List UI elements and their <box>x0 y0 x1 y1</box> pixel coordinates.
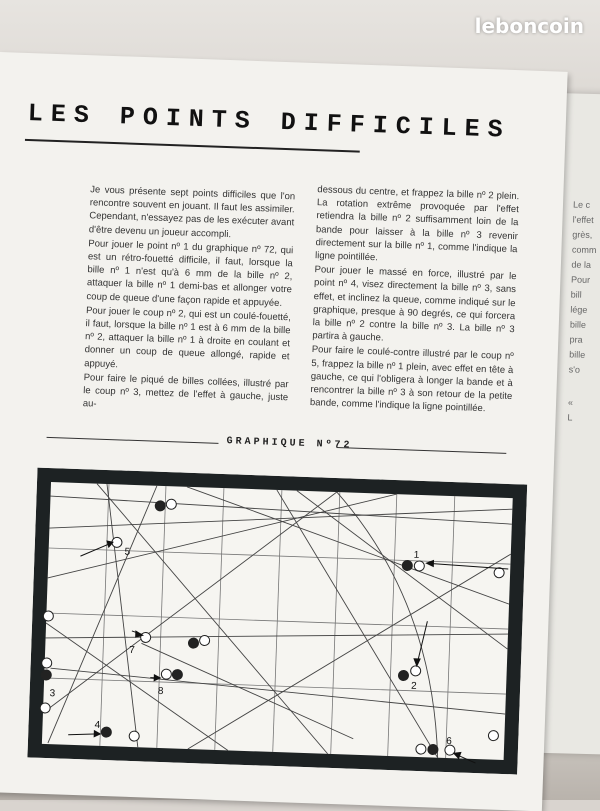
ball <box>42 658 52 668</box>
ball <box>43 611 53 621</box>
facing-page-fragment: de la <box>513 256 600 274</box>
ball <box>410 666 420 676</box>
facing-page-fragment: bill <box>513 286 600 304</box>
ball <box>199 635 209 645</box>
paragraph: Je vous présente sept points difficiles que l'on rencontre souvent en jouant. Il faut les assimiler. Cependant, n'essayez pas de les exécuter avant d'être devenu un joueur accompli. <box>89 183 296 243</box>
facing-page-fragment: pra <box>511 331 600 349</box>
page-title: LES POINTS DIFFICILES <box>27 99 511 145</box>
shot-label-6: 6 <box>446 736 452 747</box>
facing-page-fragment: l'effet <box>514 211 600 229</box>
billiard-diagram <box>27 468 527 780</box>
watermark-logo: leboncoin <box>475 14 584 38</box>
ball <box>161 669 171 679</box>
facing-page-fragment: L <box>509 409 600 427</box>
graph-title: GRAPHIQUE Nº72 <box>226 436 352 451</box>
ball <box>40 703 50 713</box>
title-rule <box>25 139 360 153</box>
facing-page-fragment: Pour <box>513 271 600 289</box>
paragraph: Pour jouer le massé en force, illustré par le point nº 4, visez directement la bille nº 3, sans effet, et inclinez la queue, comme indiqué sur le graphique, presque à 90 degrés, ce qui forcera la bille nº 2 contre la bille nº 3. La bille nº 3 partira à gauche. <box>312 263 517 349</box>
ball <box>428 744 438 754</box>
ball <box>414 561 424 571</box>
book-page <box>0 52 568 811</box>
facing-page-fragment: Le c <box>515 196 600 214</box>
ball <box>166 499 176 509</box>
facing-page-fragment: bille <box>512 316 600 334</box>
facing-page-fragment: lége <box>512 301 600 319</box>
shot-label-3: 3 <box>49 688 55 699</box>
paragraph: Pour faire le coulé-contre illustré par le coup nº 5, frappez la bille nº 1 plein, avec effet en tête à gauche, ce qui l'obligera à longer la bande et à rencontrer la bille nº 3 à son retour de la petite bande, comme l'indique la ligne pointillée. <box>310 344 514 417</box>
text-column-left <box>83 183 296 418</box>
graph-title-rule-right <box>336 447 506 454</box>
graph-title-rule-left <box>47 437 219 444</box>
ball <box>398 670 408 680</box>
ball <box>41 670 51 680</box>
billiard-table <box>27 468 527 775</box>
paragraph: Pour jouer le coup nº 2, qui est un coulé-fouetté, il faut, lorsque la bille nº 1 est à 6 mm de la bille nº 2, attaquer la bille nº 1 à droite en coulant et donner un coup de queue allongé, rapide et appuyé. <box>84 304 291 377</box>
ball <box>188 638 198 648</box>
facing-page-fragment: bille <box>511 346 600 364</box>
facing-page-fragment: « <box>510 394 600 412</box>
facing-page-fragment: grès, <box>514 226 600 244</box>
shot-label-5: 5 <box>124 547 130 558</box>
facing-page-fragment: s'o <box>511 361 600 379</box>
ball <box>129 731 139 741</box>
shot-label-8: 8 <box>158 686 164 697</box>
ball <box>155 501 165 511</box>
ball <box>402 560 412 570</box>
shot-label-7: 7 <box>129 645 135 656</box>
ball <box>488 730 498 740</box>
ball <box>172 669 182 679</box>
ball <box>416 744 426 754</box>
paragraph: dessous du centre, et frappez la bille nº 2 plein. La rotation extrême provoquée par l'effet retiendra la bille nº 2 suffisamment loin de la bande pour laisser à la bille nº 3 revenir directement sur la bille nº 1, comme l'indique la ligne pointillée. <box>315 183 520 269</box>
paragraph: Pour faire le piqué de billes collées, illustré par le coup nº 3, mettez de l'effet à gauche, juste au- <box>83 371 289 418</box>
paragraph: Pour jouer le point nº 1 du graphique nº 72, qui est un rétro-fouetté difficile, il faut, lorsque la bille nº 1 n'est qu'à 6 mm de la bille nº 2, attaquer la bille nº 1 demi-bas et allonger votre coup de queue d'une façon rapide et appuyée. <box>86 237 293 310</box>
ball <box>140 632 150 642</box>
text-column-right <box>310 183 520 417</box>
shot-label-2: 2 <box>411 681 417 692</box>
ball <box>101 727 111 737</box>
shot-label-4: 4 <box>94 720 100 731</box>
facing-page-fragment: comm <box>514 241 600 259</box>
shot-label-1: 1 <box>413 550 419 561</box>
